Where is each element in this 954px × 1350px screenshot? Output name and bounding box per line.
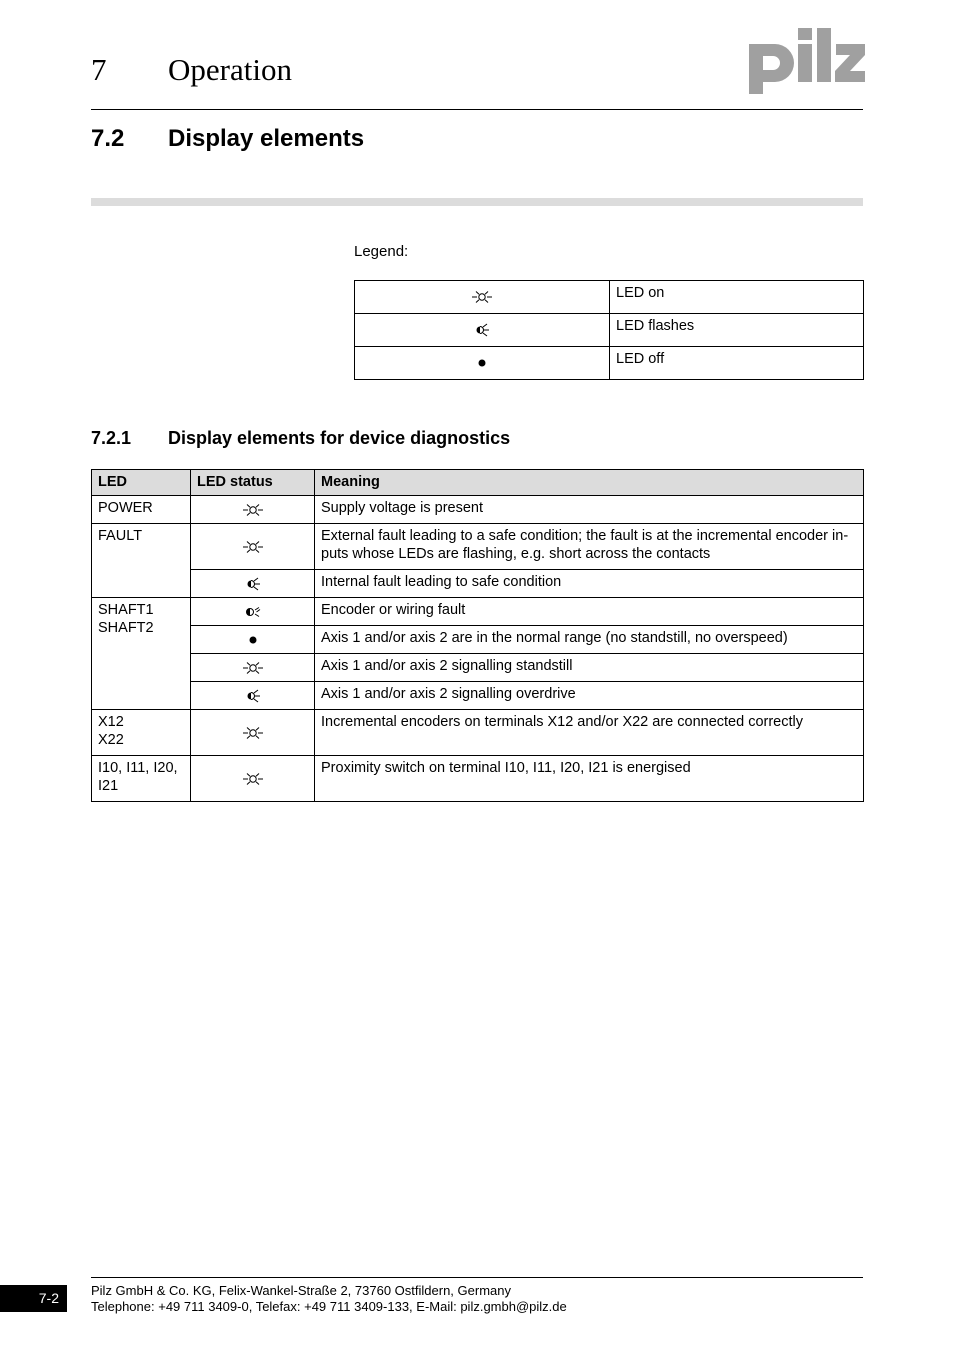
legend-symbol-cell <box>355 281 610 314</box>
legend-table <box>354 280 864 380</box>
led-name: I10, I11, I20, I21 <box>98 760 178 794</box>
table-row <box>92 570 864 598</box>
table-row <box>92 682 864 710</box>
led-off-icon <box>476 355 488 371</box>
led-name: X12 X22 <box>98 714 124 748</box>
led-status-cell <box>191 496 315 524</box>
led-status-cell <box>191 598 315 626</box>
led-on-icon <box>242 660 264 676</box>
footer-rule <box>91 1277 863 1278</box>
led-alternating-icon <box>244 604 262 620</box>
legend-text: LED flashes <box>610 314 864 347</box>
led-status-cell <box>191 626 315 654</box>
section-number: 7.2 <box>91 125 125 152</box>
chapter-number: 7 <box>91 52 107 87</box>
legend-text: LED on <box>610 281 864 314</box>
table-row <box>92 598 864 626</box>
table-row <box>92 524 864 570</box>
led-name-cell <box>92 756 191 802</box>
led-status-cell <box>191 570 315 598</box>
subsection-number: 7.2.1 <box>91 428 132 448</box>
led-name: POWER <box>98 500 153 516</box>
page-number: 7-2 <box>0 1285 67 1312</box>
led-on-icon <box>242 771 264 787</box>
legend-row <box>355 347 864 380</box>
table-row <box>92 626 864 654</box>
led-flashes-icon <box>244 576 262 592</box>
led-name-cell <box>92 598 191 710</box>
legend-row <box>355 281 864 314</box>
legend-row <box>355 314 864 347</box>
led-status-cell <box>191 524 315 570</box>
led-off-icon <box>247 632 259 648</box>
led-flashes-icon <box>473 322 491 338</box>
meaning-cell: Axis 1 and/or axis 2 signalling standstill <box>315 654 864 682</box>
led-name-cell <box>92 524 191 598</box>
led-status-cell <box>191 756 315 802</box>
table-row <box>92 756 864 802</box>
meaning-cell: Supply voltage is present <box>315 496 864 524</box>
led-on-icon <box>242 502 264 518</box>
led-name: SHAFT1 SHAFT2 <box>98 602 154 636</box>
led-name: FAULT <box>98 528 143 544</box>
header-rule <box>91 109 863 110</box>
chapter-title: Operation <box>168 52 292 87</box>
header-led-status: LED status <box>191 470 315 496</box>
led-on-icon <box>242 539 264 555</box>
led-status-cell <box>191 682 315 710</box>
meaning-cell: Internal fault leading to safe condition <box>315 570 864 598</box>
led-flashes-icon <box>244 688 262 704</box>
section-title: Display elements <box>168 125 365 152</box>
table-header-row <box>92 470 864 496</box>
table-row <box>92 710 864 756</box>
legend-text: LED off <box>610 347 864 380</box>
table-row <box>92 496 864 524</box>
led-status-cell <box>191 654 315 682</box>
led-on-icon <box>471 289 493 305</box>
meaning-cell: Proximity switch on terminal I10, I11, I20, I21 is energised <box>315 756 864 802</box>
meaning-cell: Axis 1 and/or axis 2 are in the normal range (no standstill, no overspeed) <box>315 626 864 654</box>
led-status-cell <box>191 710 315 756</box>
diagnostics-table <box>91 469 864 802</box>
footer-address: Pilz GmbH & Co. KG, Felix-Wankel-Straße 2, 73760 Ostfildern, Germany <box>91 1283 511 1298</box>
meaning-cell: Axis 1 and/or axis 2 signalling overdrive <box>315 682 864 710</box>
subsection-title: Display elements for device diagnostics <box>168 428 511 448</box>
legend-symbol-cell <box>355 314 610 347</box>
header-meaning: Meaning <box>315 470 864 496</box>
meaning-cell: External fault leading to a safe condition; the fault is at the incremental encoder in-puts whose LEDs are flashing, e.g. short across the contacts <box>315 524 864 570</box>
led-name-cell <box>92 710 191 756</box>
legend-symbol-cell <box>355 347 610 380</box>
meaning-cell: Encoder or wiring fault <box>315 598 864 626</box>
meaning-cell: Incremental encoders on terminals X12 and/or X22 are connected correctly <box>315 710 864 756</box>
header-led: LED <box>92 470 191 496</box>
led-name-cell <box>92 496 191 524</box>
led-on-icon <box>242 725 264 741</box>
section-divider <box>91 198 863 206</box>
legend-label: Legend: <box>354 243 409 260</box>
pilz-logo <box>748 28 866 96</box>
footer-contact: Telephone: +49 711 3409-0, Telefax: +49 711 3409-133, E-Mail: pilz.gmbh@pilz.de <box>91 1299 567 1314</box>
table-row <box>92 654 864 682</box>
